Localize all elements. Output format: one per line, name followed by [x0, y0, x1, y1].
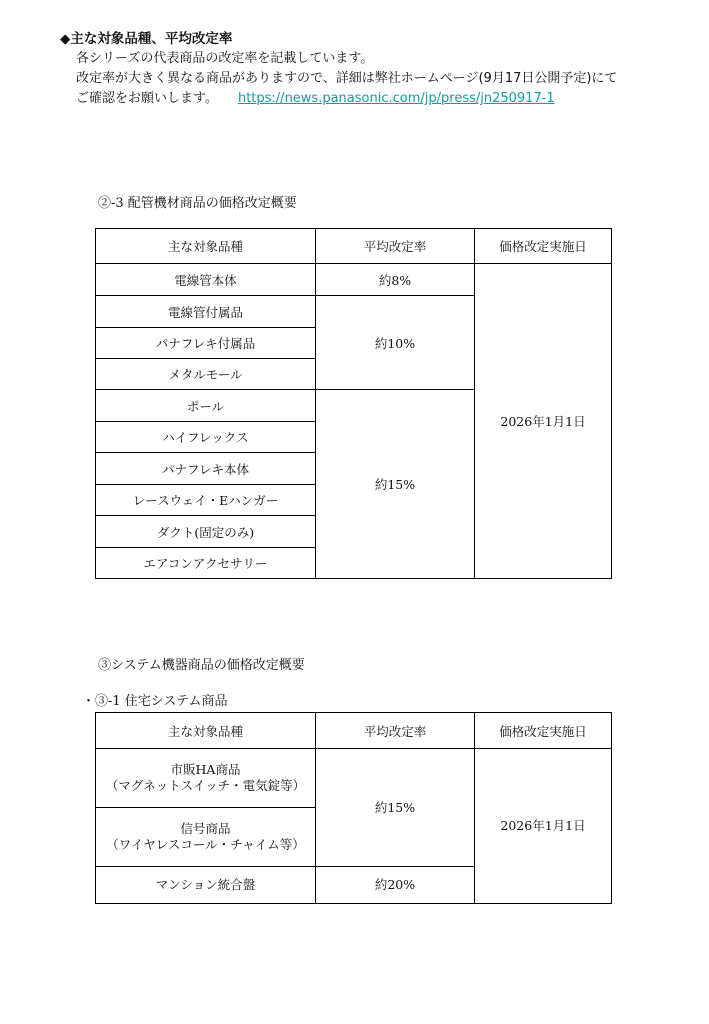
date-cell: 2026年1月1日 — [475, 749, 612, 904]
header-block — [60, 29, 617, 109]
item-cell: 電線管付属品 — [96, 296, 316, 328]
col-header-date: 価格改定実施日 — [475, 713, 612, 749]
price-table-system — [95, 712, 612, 904]
section2-title: ③システム機器商品の価格改定概要 — [98, 658, 305, 673]
rate-cell: 約20% — [316, 867, 475, 904]
date-cell: 2026年1月1日 — [475, 264, 612, 579]
col-header-date: 価格改定実施日 — [475, 229, 612, 264]
rate-cell: 約10% — [316, 296, 475, 390]
press-link[interactable]: https://news.panasonic.com/jp/press/jn250917-1 — [237, 91, 555, 106]
header-title: ◆主な対象品種、平均改定率 — [60, 31, 233, 47]
price-table-piping — [95, 228, 612, 579]
item-cell: レースウェイ・Eハンガー — [96, 485, 316, 516]
item-cell: エアコンアクセサリー — [96, 548, 316, 579]
header-line-3-text: ご確認をお願いします。 — [76, 91, 218, 106]
item-cell — [96, 808, 316, 867]
header-line-1: 各シリーズの代表商品の改定率を記載しています。 — [76, 51, 374, 66]
item-cell: ダクト(固定のみ) — [96, 516, 316, 548]
item-cell: メタルモール — [96, 359, 316, 390]
rate-cell: 約8% — [316, 264, 475, 296]
item-cell: パナフレキ本体 — [96, 453, 316, 485]
table-header-row — [96, 713, 612, 749]
item-cell: 電線管本体 — [96, 264, 316, 296]
item-cell: ハイフレックス — [96, 422, 316, 453]
item-cell — [96, 749, 316, 808]
rate-cell: 約15% — [316, 390, 475, 579]
table-header-row — [96, 229, 612, 264]
item-cell: ポール — [96, 390, 316, 422]
item-note: （ワイヤレスコール・チャイム等） — [106, 837, 305, 852]
section1-title: ②-3 配管機材商品の価格改定概要 — [98, 196, 297, 211]
section2-subtitle: ・③-1 住宅システム商品 — [82, 694, 228, 709]
item-note: （マグネットスイッチ・電気錠等） — [105, 778, 306, 793]
col-header-rate: 平均改定率 — [316, 229, 475, 264]
header-line-2: 改定率が大きく異なる商品がありますので、詳細は弊社ホームページ(9月17日公開予定)にて — [76, 71, 618, 86]
table-row — [96, 749, 612, 808]
item-cell: パナフレキ付属品 — [96, 328, 316, 359]
col-header-item: 主な対象品種 — [96, 713, 316, 749]
item-name: 市販HA商品 — [170, 762, 241, 777]
col-header-rate: 平均改定率 — [316, 713, 475, 749]
table-row — [96, 264, 612, 296]
col-header-item: 主な対象品種 — [96, 229, 316, 264]
item-cell: マンション統合盤 — [96, 867, 316, 904]
rate-cell: 約15% — [316, 749, 475, 867]
header-line-3 — [60, 89, 617, 109]
item-name: 信号商品 — [180, 821, 231, 836]
